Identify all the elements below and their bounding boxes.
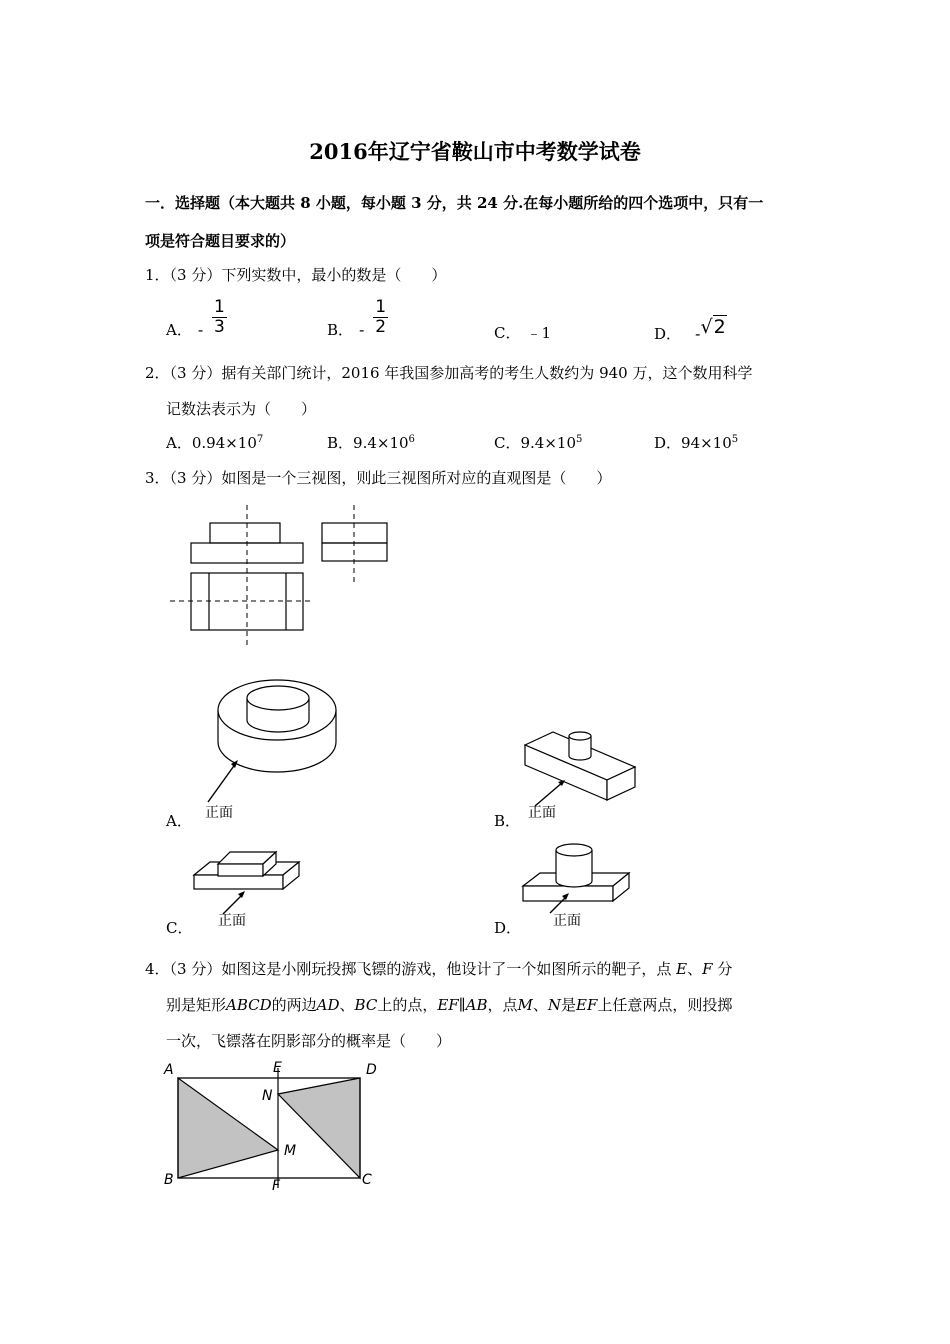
q1-option-c: C． ﹣1	[494, 324, 552, 342]
q3-option-c-label: C．	[166, 919, 193, 937]
q3-three-view-figure	[160, 500, 400, 650]
q3-option-b-label: B．	[494, 812, 521, 830]
point-e-label: E	[273, 1060, 282, 1076]
q2-option-b: B．$9.4\times 10^6$	[327, 434, 415, 452]
q3-option-c-figure	[185, 840, 315, 920]
q2-option-c: C．$9.4\times 10^5$	[494, 434, 583, 452]
q1-option-b: B． - $\frac{1}{2}$	[327, 297, 387, 339]
section-heading-line2: 项是符合题目要求的）	[145, 232, 296, 250]
q1-option-d: D． -√2	[654, 316, 726, 343]
point-f-label: F	[272, 1178, 281, 1194]
point-n-label: N	[262, 1088, 273, 1104]
q1-option-a: A． - $\frac{1}{3}$	[166, 297, 225, 339]
q2-stem-line2: 记数法表示为（ ）	[166, 400, 317, 418]
q4-stem-line3: 一次，飞镖落在阴影部分的概率是（ ）	[166, 1032, 452, 1050]
point-m-label: M	[284, 1143, 297, 1159]
section-heading-line1: 一．选择题（本大题共 8 小题，每小题 3 分，共 24 分.在每小题所给的四个选项中，只有一	[145, 194, 764, 212]
q3-option-a-front-label: 正面	[205, 805, 233, 821]
page-title: 2016年辽宁省鞍山市中考数学试卷	[309, 139, 641, 164]
q2-stem-line1: 2．（3 分）据有关部门统计，2016 年我国参加高考的考生人数约为 940 万，这个数用科学	[145, 364, 753, 382]
q3-option-d-label: D．	[494, 919, 522, 937]
q3-option-a-label: A．	[166, 812, 192, 830]
q2-option-d: D．$94\times 10^5$	[654, 434, 739, 452]
q2-option-a: A．$0.94\times 10^7$	[166, 434, 264, 452]
q3-option-d-figure	[515, 840, 645, 920]
point-b-label: B	[164, 1172, 174, 1188]
q3-stem: 3．（3 分）如图是一个三视图，则此三视图所对应的直观图是（ ）	[145, 469, 612, 487]
q4-target-figure	[160, 1058, 390, 1193]
point-d-label: D	[366, 1062, 377, 1078]
q3-option-b-front-label: 正面	[528, 805, 556, 821]
point-a-label: A	[164, 1062, 174, 1078]
point-c-label: C	[362, 1172, 372, 1188]
q4-stem-line1: 4．（3 分）如图这是小刚玩投掷飞镖的游戏，他设计了一个如图所示的靶子，点 E、F 分	[145, 960, 733, 978]
q3-option-d-front-label: 正面	[553, 913, 581, 929]
q3-option-c-front-label: 正面	[218, 913, 246, 929]
q4-stem-line2: 别是矩形ABCD的两边AD、BC上的点，EF∥AB，点M、N是EF上任意两点，则投掷	[166, 996, 733, 1014]
q1-stem: 1．（3 分）下列实数中，最小的数是（ ）	[145, 266, 447, 284]
